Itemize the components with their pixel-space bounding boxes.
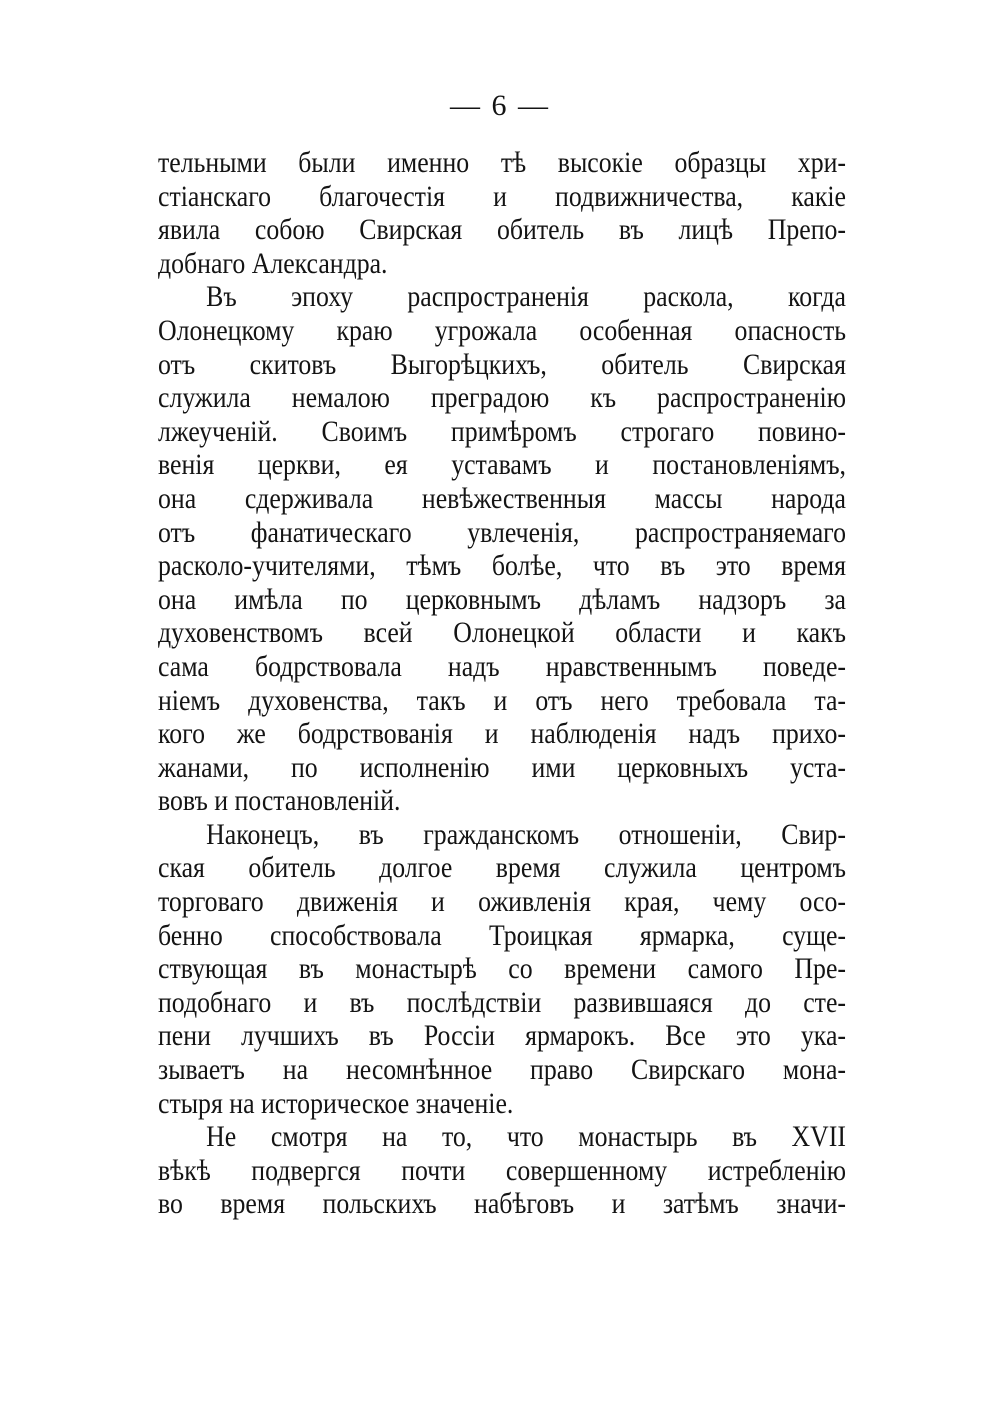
text-line: Олонецкому краю угрожала особенная опасность [158,313,846,347]
paragraph-3 [158,818,846,1120]
text-line: расколо-учителями, тѣмъ болѣе, что въ это время [158,549,846,583]
text-line: стыря на историческое значеніе. [158,1086,514,1120]
text-line: духовенствомъ всей Олонецкой области и какъ [158,616,846,650]
page-number: — 6 — [450,89,550,122]
text-line: вѣкѣ подвергся почти совершенному истребленію [158,1153,846,1187]
paragraph-1 [158,146,846,280]
text-line: жанами, по исполненію ими церковныхъ уста- [158,750,846,784]
paragraph-2 [158,280,846,818]
text-line-indented [158,818,846,852]
text-line-content: Въ эпоху распространенія раскола, когда [206,280,846,314]
text-line: она сдерживала невѣжественныя массы народа [158,481,846,515]
text-line: отъ скитовъ Выгорѣцкихъ, обитель Свирская [158,347,846,381]
text-line: кого же бодрствованія и наблюденія надъ прихо- [158,717,846,751]
text-line: вовъ и постановленій. [158,784,401,818]
text-line: добнаго Александра. [158,246,388,280]
text-line-indented [158,280,846,314]
text-line: торговаго движенія и оживленія края, чему осо- [158,885,846,919]
text-line-content: Не смотря на то, что монастырь въ XVII [206,1120,846,1154]
text-line: венія церкви, ея уставамъ и постановленіямъ, [158,448,846,482]
text-line: отъ фанатическаго увлеченія, распространяемаго [158,515,846,549]
text-line: пени лучшихъ въ Россіи ярмарокъ. Все это ука- [158,1019,846,1053]
body-text [158,146,846,1221]
text-line: тельными были именно тѣ высокіе образцы хри- [158,146,846,179]
paragraph-4 [158,1120,846,1221]
text-line: ская обитель долгое время служила центромъ [158,851,846,885]
text-line-indented [158,1120,846,1154]
text-line: бенно способствовала Троицкая ярмарка, суще- [158,918,846,952]
text-line: служила немалою преградою къ распространенію [158,381,846,415]
text-line: подобнаго и въ послѣдствіи развившаяся до сте- [158,985,846,1019]
text-line: сама бодрствовала надъ нравственнымъ поведе- [158,649,846,683]
text-line: зываетъ на несомнѣнное право Свирскаго мона- [158,1053,846,1087]
text-line: она имѣла по церковнымъ дѣламъ надзоръ за [158,582,846,616]
text-line-content: Наконецъ, въ гражданскомъ отношеніи, Свир- [206,817,846,851]
text-line: во время польскихъ набѣговъ и затѣмъ значи- [158,1187,846,1221]
text-line: лжеученій. Своимъ примѣромъ строгаго повино- [158,414,846,448]
text-line: стіанскаго благочестія и подвижничества, какіе [158,179,846,213]
text-line: ствующая въ монастырѣ со времени самого Пре- [158,952,846,986]
text-line: явила собою Свирская обитель въ лицѣ Препо- [158,213,846,247]
text-line: ніемъ духовенства, такъ и отъ него требовала та- [158,683,846,717]
